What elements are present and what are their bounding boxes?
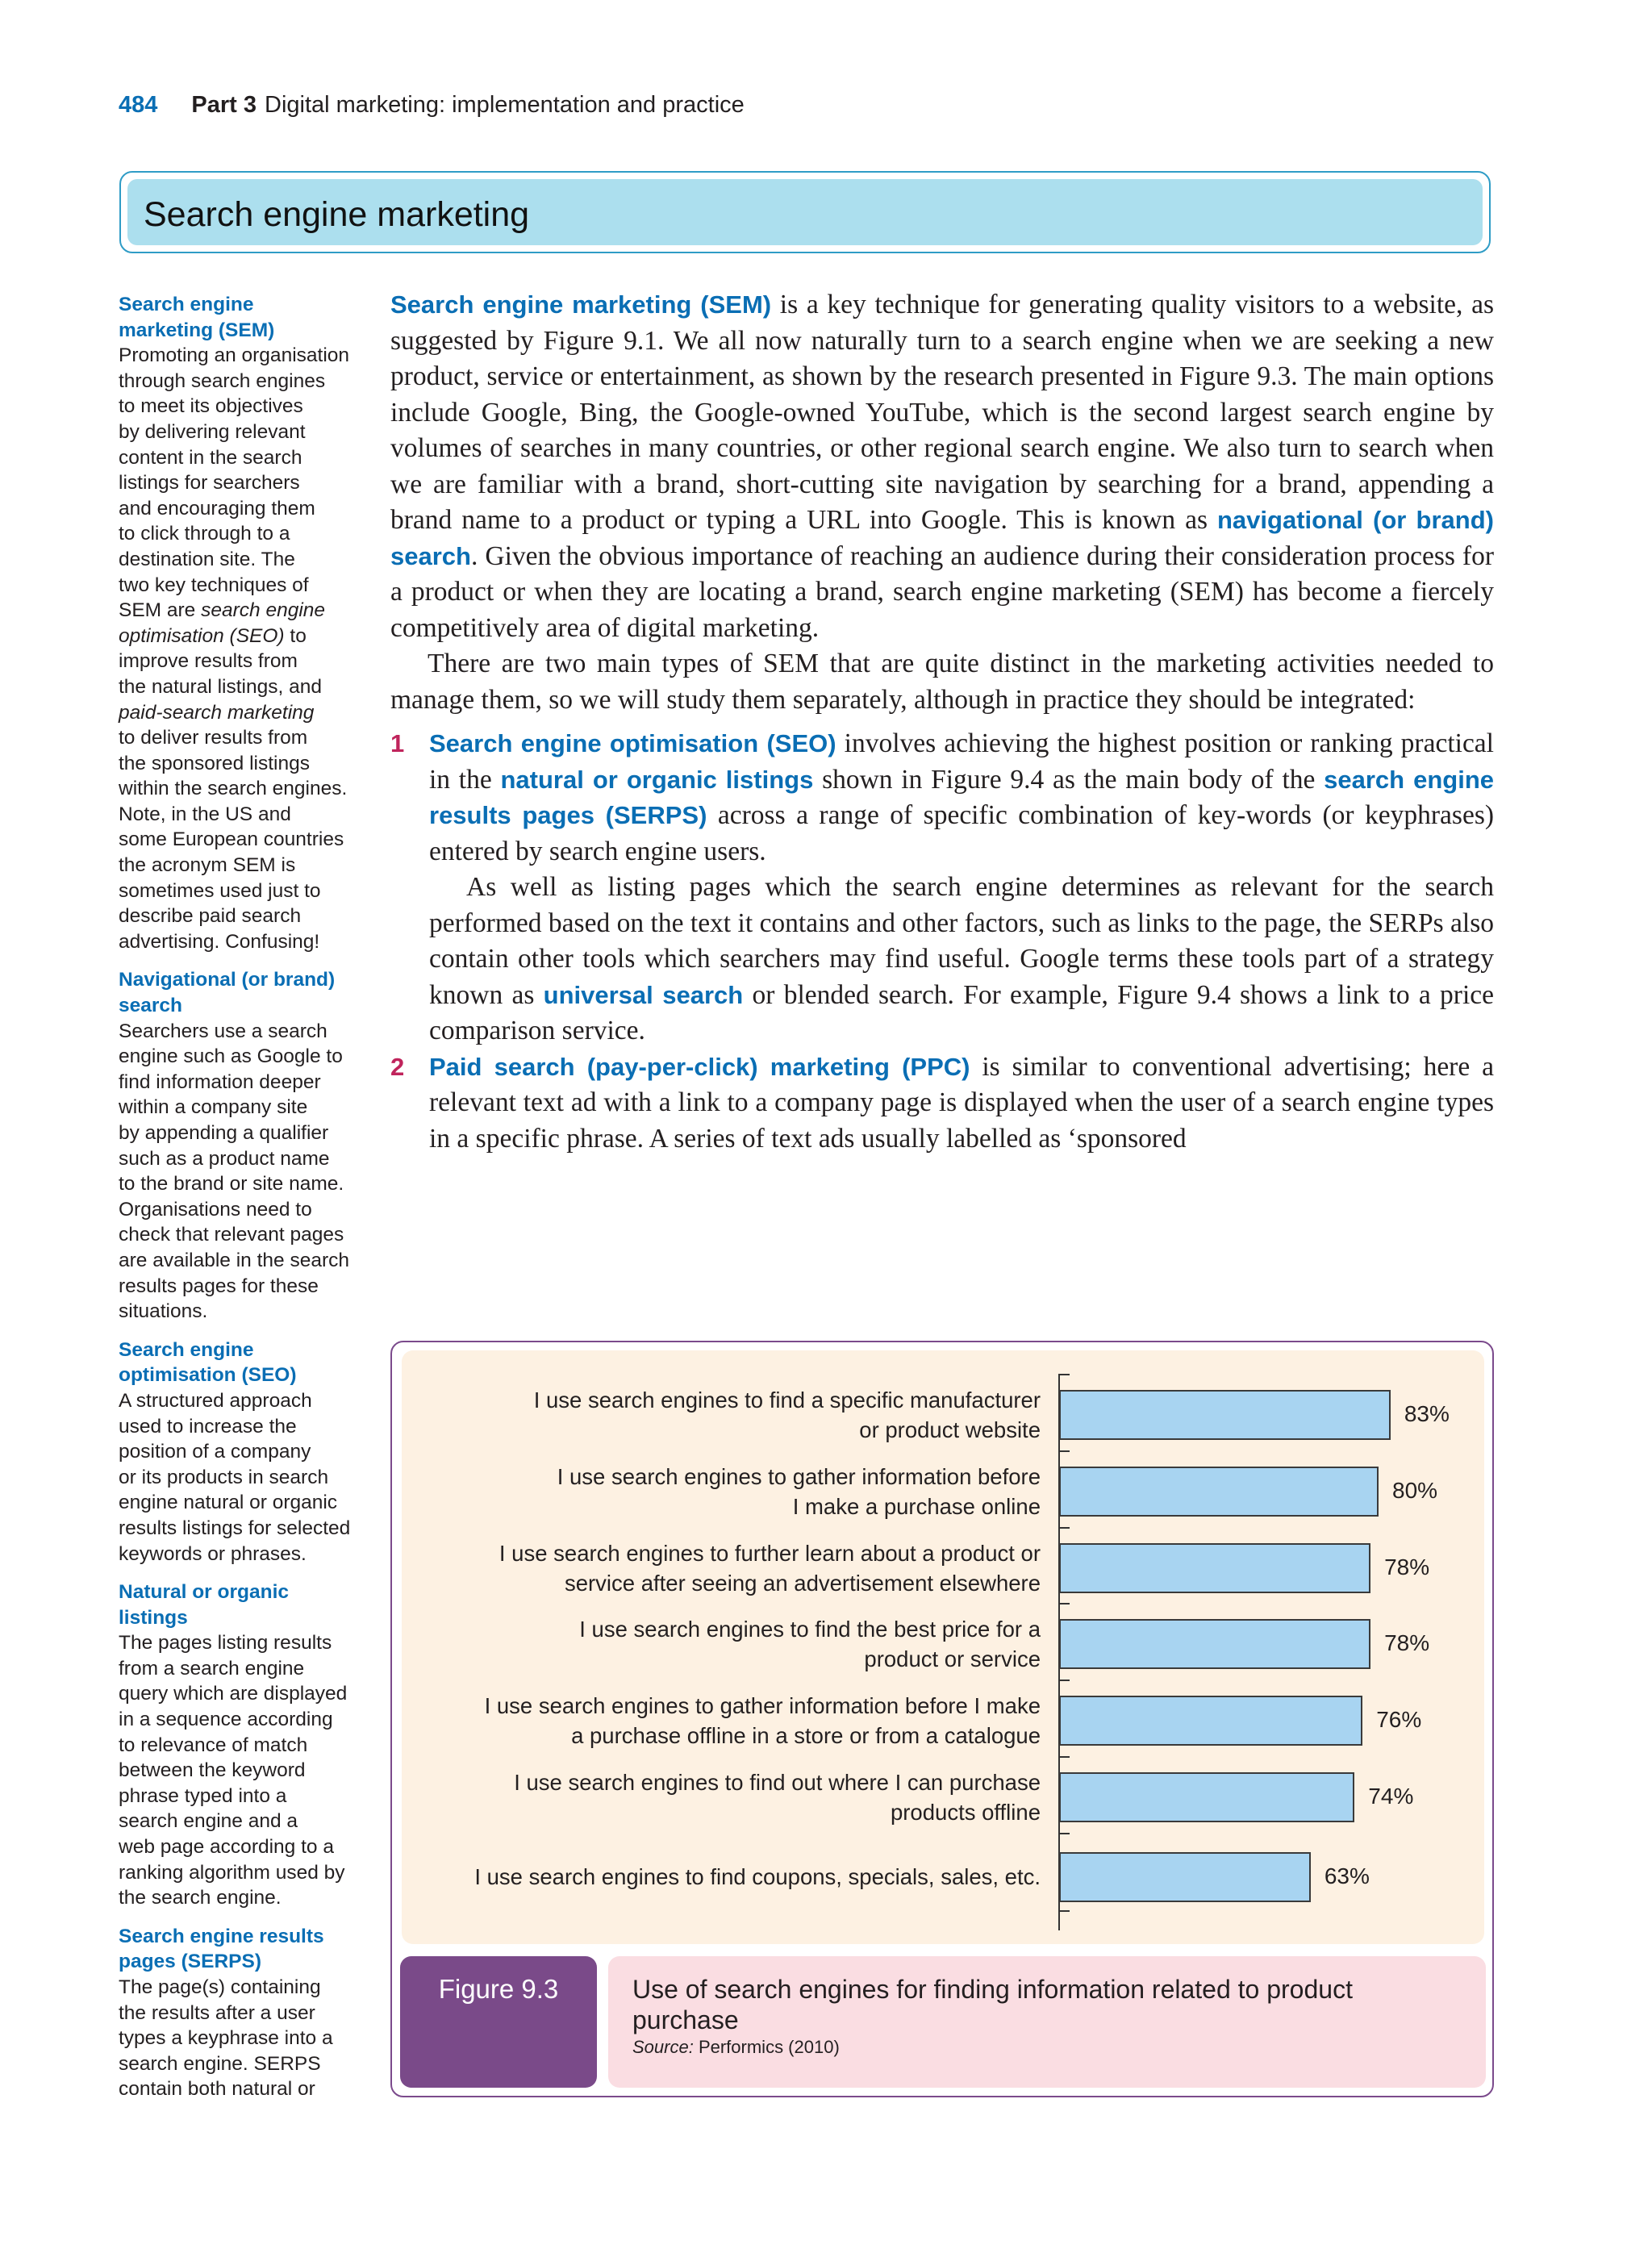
figure-source xyxy=(632,2037,1462,2058)
glossary-term: Search engine xyxy=(119,294,254,315)
glossary-definition-line: Note, in the US and xyxy=(119,803,291,825)
text-run: across a range of specific combination of key-words (or keyphrases) entered by search engine users. xyxy=(429,800,1495,866)
key-term: Search engine marketing (SEM) xyxy=(390,290,772,319)
key-term: Search engine optimisation (SEO) xyxy=(429,729,836,757)
bar xyxy=(1059,1390,1391,1440)
bar-chart xyxy=(402,1350,1484,1944)
key-term: universal search xyxy=(543,980,744,1009)
part-label: Part 3 xyxy=(191,92,257,118)
glossary-definition-line: the natural listings, and xyxy=(119,675,322,698)
glossary-definition-line: to relevance of match xyxy=(119,1734,308,1756)
paragraph xyxy=(429,1049,1494,1158)
glossary-definition-line: The pages listing results xyxy=(119,1632,332,1655)
source-text: Performics (2010) xyxy=(693,2037,840,2057)
value-label: 63% xyxy=(1324,1863,1370,1888)
page-number: 484 xyxy=(119,92,158,118)
value-label: 74% xyxy=(1368,1784,1414,1809)
glossary-definition-line: the results after a user xyxy=(119,2001,315,2024)
category-label: I use search engines to gather information before I make a purchase online xyxy=(557,1463,1041,1519)
glossary-term: search xyxy=(119,995,183,1017)
glossary-term: Search engine xyxy=(119,1338,254,1361)
glossary-definition-line: situations. xyxy=(119,1300,208,1323)
key-term: natural or organic listings xyxy=(500,765,814,794)
source-prefix: Source: xyxy=(632,2037,694,2057)
glossary-definition-line: some European countries xyxy=(119,828,344,851)
glossary-definition-line: or its products in search xyxy=(119,1466,329,1488)
glossary-definition-line: to meet its objectives xyxy=(119,395,303,418)
glossary-definition-line: engine natural or organic xyxy=(119,1492,338,1514)
glossary-definition-line: to the brand or site name. xyxy=(119,1173,344,1196)
glossary-definition-line: the acronym SEM is xyxy=(119,854,296,877)
body-text xyxy=(390,287,1494,1157)
glossary-definition-line: improve results from xyxy=(119,650,298,673)
paragraph xyxy=(390,287,1494,646)
glossary-definition-line: describe paid search xyxy=(119,905,302,928)
bar xyxy=(1059,1543,1370,1593)
figure-label: Figure 9.3 xyxy=(400,1956,597,2088)
list-number: 1 xyxy=(390,729,405,757)
glossary-definition-line: by appending a qualifier xyxy=(119,1122,329,1144)
glossary-definition-line: contain both natural or xyxy=(119,2078,315,2101)
axis-tick xyxy=(1058,1910,1070,1912)
value-label: 76% xyxy=(1376,1707,1422,1733)
axis-tick xyxy=(1058,1680,1070,1681)
numbered-list xyxy=(390,726,1494,1157)
glossary-definition-line: are available in the search xyxy=(119,1249,350,1271)
glossary-definition-line: A structured approach xyxy=(119,1389,312,1412)
section-title-box xyxy=(119,171,1491,253)
glossary-definition-line: within a company site xyxy=(119,1096,308,1119)
glossary-entry xyxy=(119,1337,361,1567)
category-label: I use search engines to further learn about a product or service after seeing an advertisement elsewhere xyxy=(499,1540,1041,1596)
glossary-definition-line: and encouraging them xyxy=(119,497,315,520)
glossary-definition-line: optimisation (SEO) to xyxy=(119,624,307,647)
value-label: 78% xyxy=(1384,1554,1430,1579)
glossary-definition-line: the sponsored listings xyxy=(119,752,310,774)
glossary-definition-line: results pages for these xyxy=(119,1275,319,1297)
glossary-definition-line: check that relevant pages xyxy=(119,1224,344,1246)
axis-tick xyxy=(1058,1374,1070,1375)
category-label: I use search engines to find out where I can purchase products offline xyxy=(514,1770,1041,1825)
glossary-definition-line: Promoting an organisation xyxy=(119,344,350,367)
axis-tick xyxy=(1058,1833,1070,1834)
glossary-definition-line: keywords or phrases. xyxy=(119,1542,307,1565)
figure-caption-box xyxy=(608,1956,1486,2088)
bar xyxy=(1059,1696,1362,1746)
glossary-definition-line: engine such as Google to xyxy=(119,1045,343,1068)
glossary-definition-line: search engine. SERPS xyxy=(119,2052,321,2075)
figure-caption: Use of search engines for finding information related to product purchase xyxy=(632,1975,1353,2034)
glossary-definition-line: by delivering relevant xyxy=(119,420,306,443)
glossary-term: optimisation (SEO) xyxy=(119,1364,297,1387)
category-label: I use search engines to gather information before I make a purchase offline in a store or from a catalogue xyxy=(484,1693,1041,1749)
axis-tick xyxy=(1058,1450,1070,1452)
bar xyxy=(1059,1772,1354,1822)
glossary-definition-line: sometimes used just to xyxy=(119,879,321,902)
list-item xyxy=(390,726,1494,1049)
paragraph xyxy=(429,726,1494,870)
figure-9-3 xyxy=(390,1341,1494,2097)
bar xyxy=(1059,1467,1379,1517)
glossary-definition-line: two key techniques of xyxy=(119,574,309,596)
text-run: or blended search. For example, Figure 9.4 shows a link to a price comparison service. xyxy=(429,979,1494,1045)
glossary-definition-line: between the keyword xyxy=(119,1759,306,1782)
glossary-definition-line: the search engine. xyxy=(119,1887,282,1909)
glossary-definition-line: phrase typed into a xyxy=(119,1784,287,1807)
axis-tick xyxy=(1058,1603,1070,1604)
glossary-definition-line: SEM are search engine xyxy=(119,599,326,622)
axis-tick xyxy=(1058,1756,1070,1758)
text-run: is similar to conventional advertising; here a relevant text ad with a link to a company page is displayed when the user of a search engine types in a specific phrase. A series of text ads usually labelled as ‘sponsored xyxy=(429,1051,1494,1154)
glossary-definition-line: to deliver results from xyxy=(119,727,308,749)
glossary-definition-line: types a keyphrase into a xyxy=(119,2027,333,2050)
value-label: 80% xyxy=(1392,1477,1438,1503)
glossary-term: pages (SERPS) xyxy=(119,1951,261,1973)
margin-glossary xyxy=(119,292,361,2115)
glossary-definition-line: results listings for selected xyxy=(119,1517,351,1539)
key-term: Paid search (pay-per-click) marketing (PPC) xyxy=(429,1052,970,1081)
bar xyxy=(1059,1619,1370,1669)
paragraph xyxy=(429,870,1494,1049)
running-header xyxy=(119,92,745,119)
text-run: involves achieving the highest position or ranking practical in the xyxy=(429,728,1494,795)
glossary-definition-line: Organisations need to xyxy=(119,1198,312,1221)
glossary-term: Navigational (or brand) xyxy=(119,969,336,991)
category-label: I use search engines to find the best price for a product or service xyxy=(579,1617,1041,1672)
glossary-entry xyxy=(119,292,361,954)
text-run: is a key technique for generating quality visitors to a website, as suggested by Figure 9.1. We all now naturally turn to a search engine when we are seeking a new product, service or entertainment, as shown by the research presented in Figure 9.3. The main options include Google, Bing, the Google-owned YouTube, which is the second largest search engine by volumes of searches in many countries, or other regional search engine. We also turn to search when we are familiar with a brand, short-cutting site navigation by searching for a brand, appending a brand name to a product or typing a URL into Google. This is known as xyxy=(390,290,1494,535)
glossary-definition-line: destination site. The xyxy=(119,548,295,570)
glossary-definition-line: position of a company xyxy=(119,1441,311,1463)
glossary-definition-line: advertising. Confusing! xyxy=(119,930,320,953)
glossary-definition-line: used to increase the xyxy=(119,1415,297,1438)
glossary-definition-line: to click through to a xyxy=(119,523,290,545)
glossary-definition-line: query which are displayed xyxy=(119,1683,348,1705)
glossary-definition-line: paid-search marketing xyxy=(119,701,315,724)
text-run: As well as listing pages which the search engine determines as relevant for the search performed based on the text it contains and other factors, such as links to the page, the SERPs also contain other tools which searchers may find useful. Google terms these tools part of a strategy known as xyxy=(429,872,1494,1010)
glossary-definition-line: in a sequence according xyxy=(119,1709,333,1731)
glossary-definition-line: ranking algorithm used by xyxy=(119,1861,345,1884)
glossary-definition-line: content in the search xyxy=(119,446,302,469)
value-label: 78% xyxy=(1384,1630,1430,1656)
category-label: I use search engines to find a specific manufacturer or product website xyxy=(533,1387,1041,1442)
section-title: Search engine marketing xyxy=(144,195,530,234)
glossary-definition-line: through search engines xyxy=(119,369,326,392)
axis-tick xyxy=(1058,1527,1070,1529)
glossary-definition-line: from a search engine xyxy=(119,1657,305,1680)
value-label: 83% xyxy=(1404,1401,1450,1426)
glossary-term: listings xyxy=(119,1606,188,1629)
text-run: shown in Figure 9.4 as the main body of the xyxy=(813,764,1325,795)
list-number: 2 xyxy=(390,1052,405,1081)
key-term: navigational (or brand) search xyxy=(390,506,1494,570)
key-term: search engine results pages (SERPS) xyxy=(429,765,1494,829)
glossary-term: marketing (SEM) xyxy=(119,319,275,341)
category-label: I use search engines to find coupons, specials, sales, etc. xyxy=(474,1863,1041,1889)
glossary-definition-line: listings for searchers xyxy=(119,472,300,494)
glossary-entry xyxy=(119,967,361,1324)
glossary-definition-line: web page according to a xyxy=(119,1836,334,1859)
text-run: There are two main types of SEM that are quite distinct in the marketing activities needed to manage them, so we will study them separately, although in practice they should be integrated: xyxy=(390,649,1494,715)
list-item xyxy=(390,1049,1494,1158)
glossary-definition-line: find information deeper xyxy=(119,1070,321,1093)
glossary-term: Natural or organic xyxy=(119,1581,290,1604)
glossary-entry xyxy=(119,1924,361,2102)
bar xyxy=(1059,1852,1311,1902)
glossary-entry xyxy=(119,1579,361,1911)
text-run: . Given the obvious importance of reaching an audience during their consideration process for a product or when they are locating a brand, search engine marketing (SEM) has become a fiercely competitively area of digital marketing. xyxy=(390,540,1494,643)
glossary-definition-line: The page(s) containing xyxy=(119,1976,321,1998)
glossary-definition-line: such as a product name xyxy=(119,1147,330,1170)
glossary-term: Search engine results xyxy=(119,1925,324,1947)
paragraph xyxy=(390,646,1494,718)
glossary-definition-line: within the search engines. xyxy=(119,778,348,800)
glossary-definition-line: search engine and a xyxy=(119,1810,298,1833)
glossary-definition-line: Searchers use a search xyxy=(119,1020,327,1042)
part-title: Digital marketing: implementation and practice xyxy=(265,92,745,118)
